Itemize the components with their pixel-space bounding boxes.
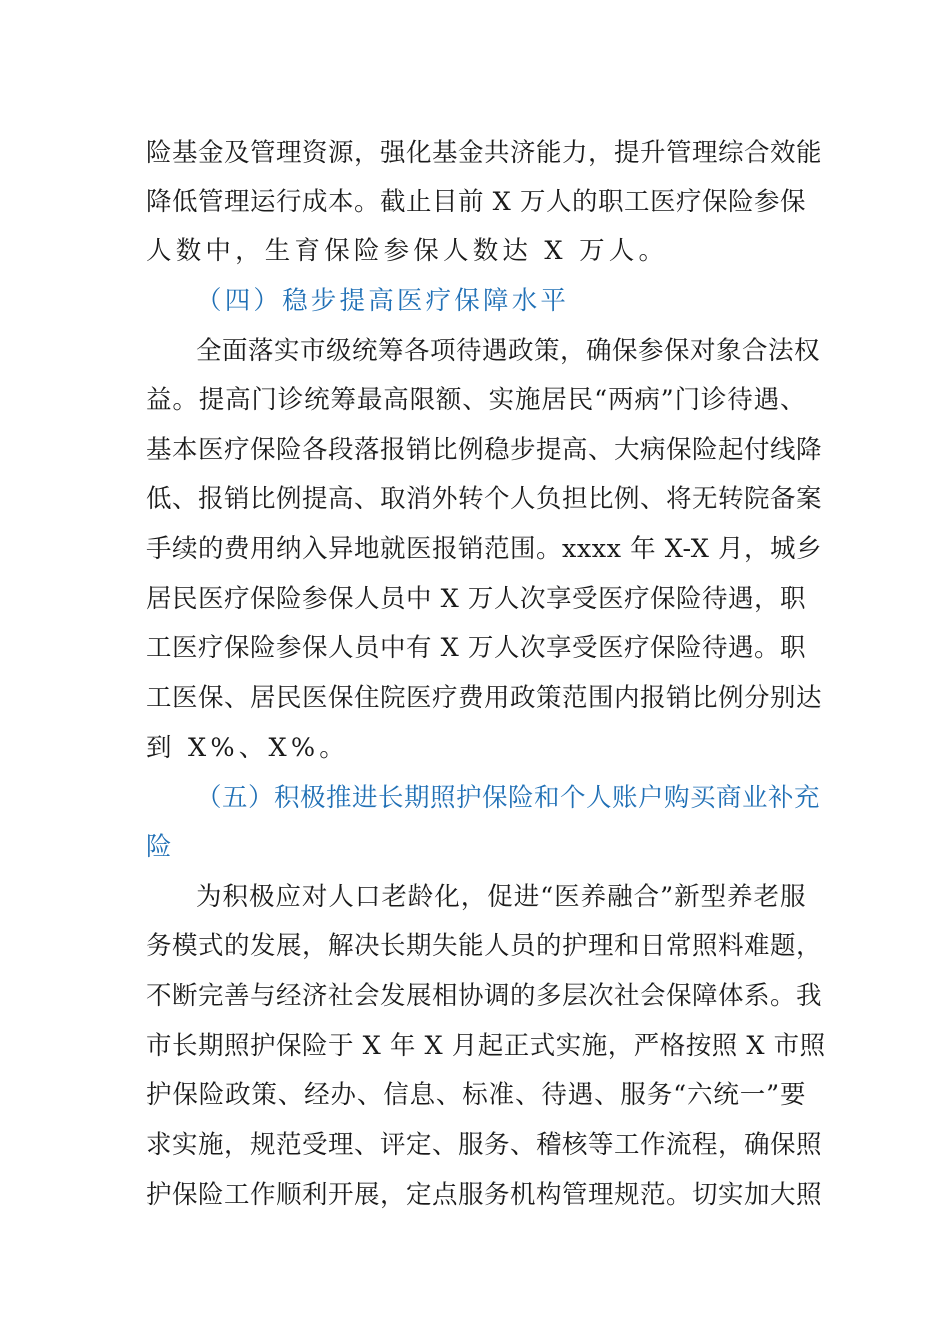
paragraph-line: 市长期照护保险于 X 年 X 月起正式实施，严格按照 X 市照: [146, 1031, 826, 1061]
section-heading-4: （四）稳步提高医疗保障水平: [196, 286, 570, 316]
paragraph-line: 工医疗保险参保人员中有 X 万人次享受医疗保险待遇。职: [146, 633, 806, 663]
paragraph-line: 手续的费用纳入异地就医报销范围。xxxx 年 X-X 月，城乡: [146, 534, 822, 564]
paragraph-line: 人数中，生育保险参保人数达 X 万人。: [146, 236, 669, 266]
paragraph-line: 护保险工作顺利开展，定点服务机构管理规范。切实加大照: [146, 1180, 823, 1210]
paragraph-line: 务模式的发展，解决长期失能人员的护理和日常照料难题，: [146, 931, 823, 961]
paragraph-line: 险基金及管理资源，强化基金共济能力，提升管理综合效能: [146, 138, 823, 168]
section-heading-5-continuation: 险: [146, 832, 176, 862]
paragraph-line: 全面落实市级统筹各项待遇政策，确保参保对象合法权: [196, 336, 821, 366]
paragraph-line: 到 X%、X%。: [146, 733, 349, 763]
section-heading-5: （五）积极推进长期照护保险和个人账户购买商业补充: [196, 783, 821, 813]
paragraph-line: 护保险政策、经办、信息、标准、待遇、服务“六统一”要: [146, 1080, 806, 1110]
paragraph-line: 求实施，规范受理、评定、服务、稽核等工作流程，确保照: [146, 1130, 823, 1160]
paragraph-line: 工医保、居民医保住院医疗费用政策范围内报销比例分别达: [146, 683, 823, 713]
paragraph-line: 降低管理运行成本。截止目前 X 万人的职工医疗保险参保: [146, 187, 806, 217]
paragraph-line: 低、报销比例提高、取消外转个人负担比例、将无转院备案: [146, 484, 823, 514]
paragraph-line: 益。提高门诊统筹最高限额、实施居民“两病”门诊待遇、: [146, 385, 806, 415]
paragraph-line: 基本医疗保险各段落报销比例稳步提高、大病保险起付线降: [146, 435, 823, 465]
paragraph-line: 居民医疗保险参保人员中 X 万人次享受医疗保险待遇，职: [146, 584, 806, 614]
paragraph-line: 为积极应对人口老龄化，促进“医养融合”新型养老服: [196, 882, 806, 912]
paragraph-line: 不断完善与经济社会发展相协调的多层次社会保障体系。我: [146, 981, 823, 1011]
